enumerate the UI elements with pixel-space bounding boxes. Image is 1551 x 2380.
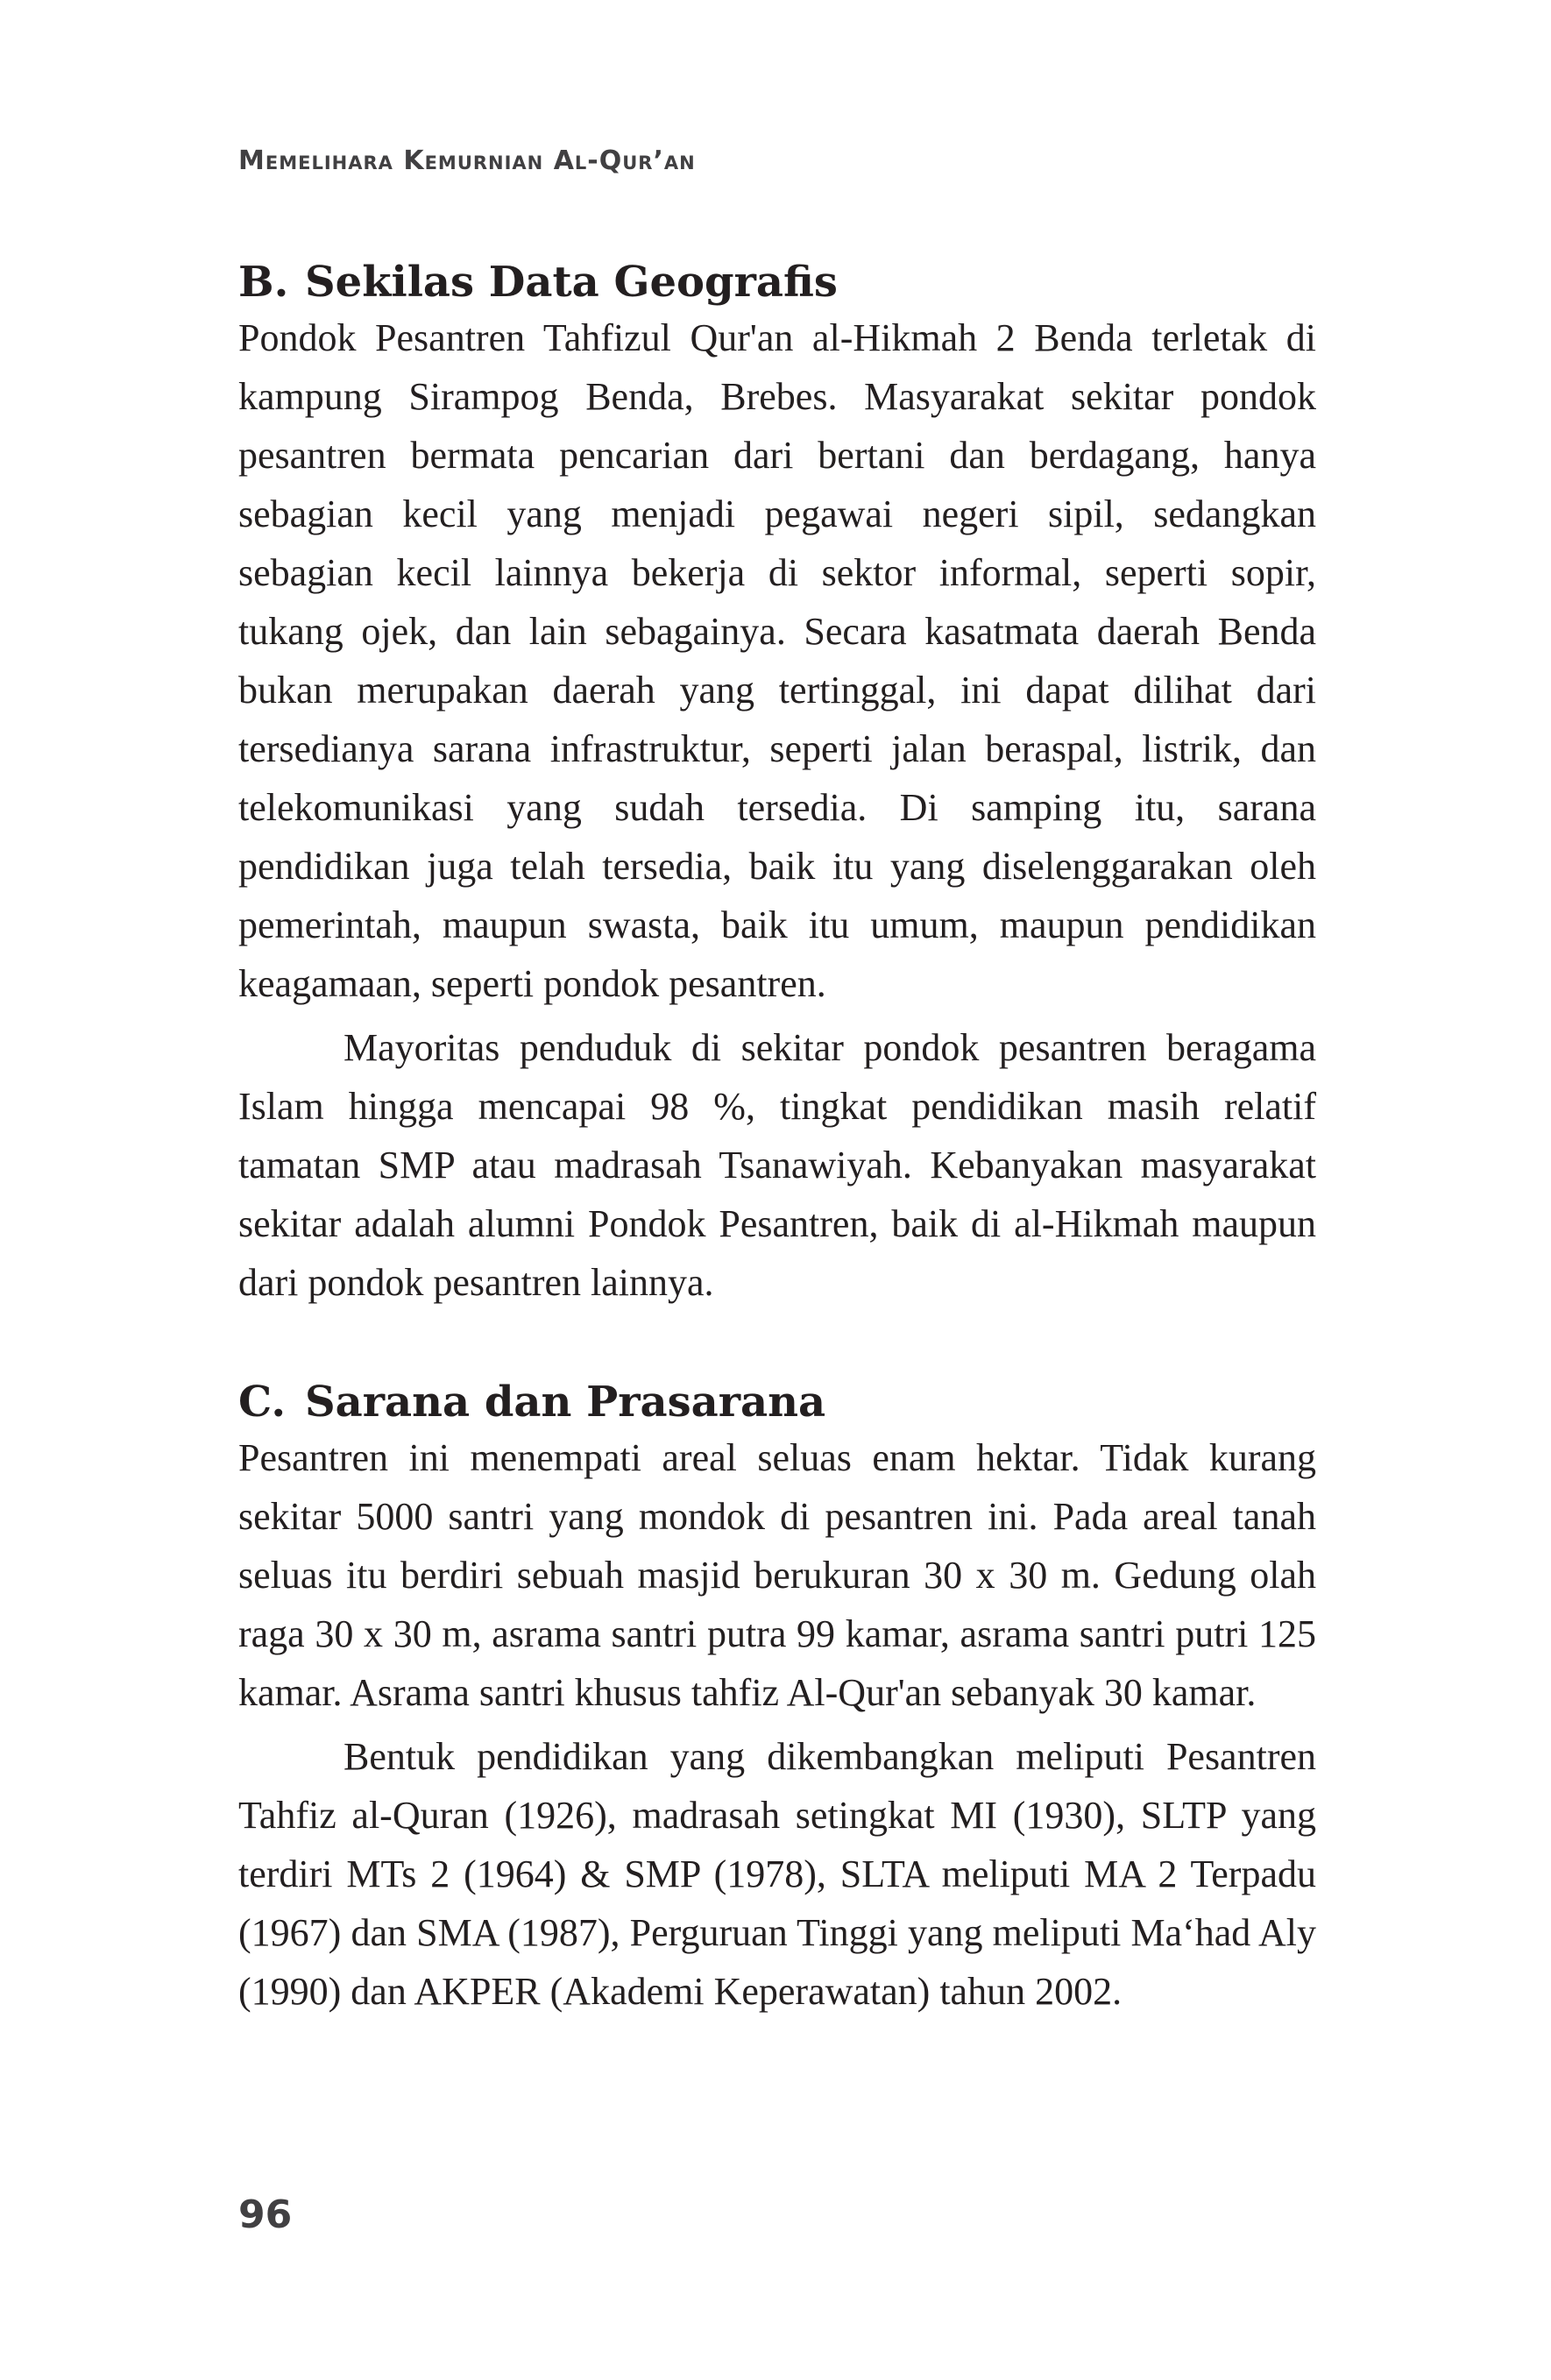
running-head: Memelihara Kemurnian Al-Qur’an (238, 145, 696, 176)
paragraph: Bentuk pendidikan yang dikembangkan meliputi Pesantren Tahfiz al-Quran (1926), madrasah setingkat MI (1930), SLTP yang terdiri MTs 2 (1964) & SMP (1978), SLTA meliputi MA 2 Terpadu (1967) dan SMA (1987), Perguruan Tinggi yang meliputi Ma‘had Aly (1990) dan AKPER (Akademi Keperawatan) tahun 2002. (238, 1735, 1316, 2013)
section-title-c (238, 1376, 1316, 1428)
section-title-text: Sarana dan Prasarana (305, 1378, 826, 1427)
section-number: B. (238, 258, 289, 307)
section-c-body (238, 1428, 1316, 2021)
paragraph: Mayoritas penduduk di sekitar pondok pesantren beragama Islam hingga mencapai 98 %, tingkat pendidikan masih relatif tamatan SMP atau madrasah Tsanawiyah. Kebanyakan masyarakat sekitar adalah alumni Pondok Pesantren, baik di al-Hikmah maupun dari pondok pesantren lainnya. (238, 1026, 1316, 1304)
page-number: 96 (238, 2192, 293, 2237)
paragraph: Pondok Pesantren Tahfizul Qur'an al-Hikmah 2 Benda terletak di kampung Sirampog Benda, Brebes. Masyarakat sekitar pondok pesantren bermata pencarian dari bertani dan berdagang, hanya sebagian kecil yang menjadi pegawai negeri sipil, sedangkan sebagian kecil lainnya bekerja di sektor informal, seperti sopir, tukang ojek, dan lain sebagainya. Secara kasatmata daerah Benda bukan merupakan daerah yang tertinggal, ini dapat dilihat dari tersedianya sarana infrastruktur, seperti jalan beraspal, listrik, dan telekomunikasi yang sudah tersedia. Di samping itu, sarana pendidikan juga telah tersedia, baik itu yang diselenggarakan oleh pemerintah, maupun swasta, baik itu umum, maupun pendidikan keagamaan, seperti pondok pesantren. (238, 316, 1316, 1005)
section-b-body (238, 308, 1316, 1312)
section-title-b (238, 256, 1316, 308)
section-title-text: Sekilas Data Geografis (305, 258, 838, 307)
paragraph: Pesantren ini menempati areal seluas enam hektar. Tidak kurang sekitar 5000 santri yang mondok di pesantren ini. Pada areal tanah seluas itu berdiri sebuah masjid berukuran 30 x 30 m. Gedung olah raga 30 x 30 m, asrama santri putra 99 kamar, asrama santri putri 125 kamar. Asrama santri khusus tahfiz Al-Qur'an sebanyak 30 kamar. (238, 1436, 1316, 1714)
section-number: C. (238, 1378, 287, 1427)
